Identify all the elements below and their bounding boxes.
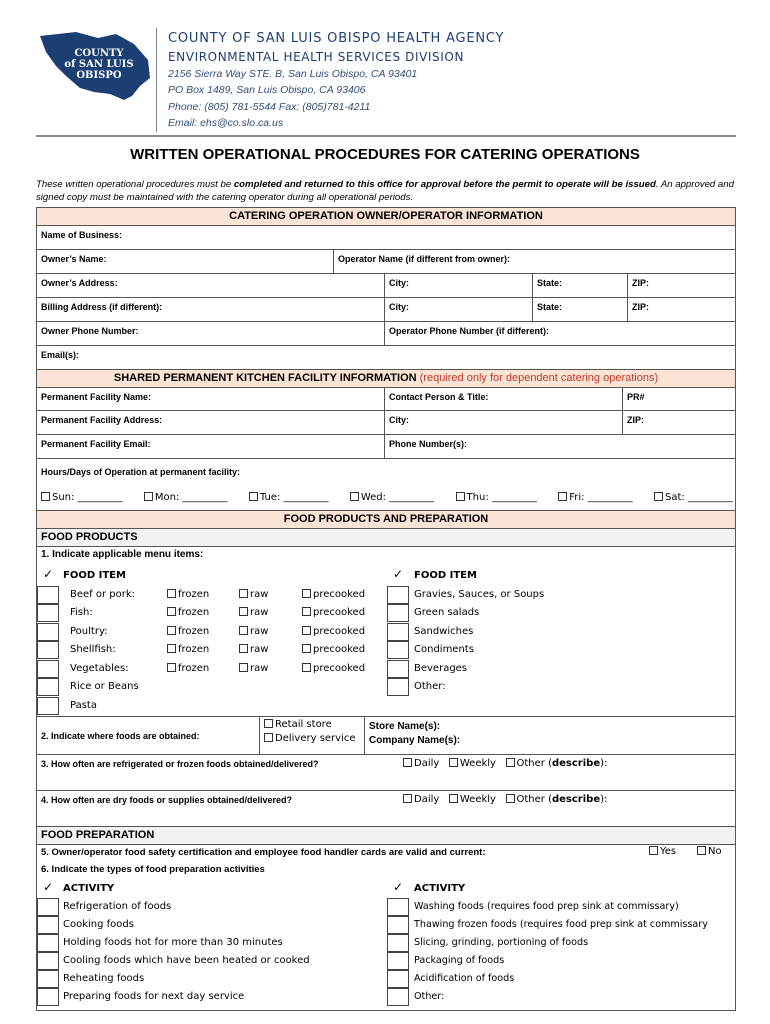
owner-state-field[interactable]: State:	[532, 274, 627, 297]
item-checkbox[interactable]	[37, 678, 59, 696]
food-products-header: FOOD PRODUCTS	[37, 529, 735, 547]
header-rule	[36, 135, 736, 137]
item-checkbox[interactable]	[37, 660, 59, 678]
q4-weekly[interactable]	[449, 794, 496, 805]
checkbox[interactable]	[167, 607, 176, 616]
checkbox[interactable]	[167, 589, 176, 598]
intro-bold: completed and returned to this office for approval before the permit to operate will be issued	[233, 179, 656, 190]
activity-checkbox[interactable]	[387, 970, 409, 988]
contact-person-field[interactable]: Contact Person & Title:	[384, 388, 622, 410]
checkbox[interactable]	[239, 663, 248, 672]
facility-name-row	[37, 388, 735, 411]
left-item-label: Poultry:	[70, 625, 108, 637]
daily-label: Daily	[414, 758, 440, 769]
q4-row	[37, 791, 735, 827]
source-options	[259, 717, 364, 754]
checkbox[interactable]	[302, 663, 311, 672]
q4-daily[interactable]	[403, 794, 439, 805]
item-checkbox[interactable]	[387, 604, 409, 622]
checkbox[interactable]	[302, 589, 311, 598]
checkbox[interactable]	[403, 794, 412, 803]
source-names	[364, 717, 737, 754]
left-item-label: Rice or Beans	[70, 681, 139, 692]
business-row	[37, 226, 735, 250]
day-label: Fri: _________	[569, 492, 633, 503]
billing-zip-field[interactable]: ZIP:	[627, 298, 737, 321]
billing-state-field[interactable]: State:	[532, 298, 627, 321]
checkbox[interactable]	[558, 492, 567, 501]
right-activity-label: Slicing, grinding, portioning of foods	[414, 937, 589, 948]
day-label: Wed: _________	[360, 492, 435, 503]
checkbox[interactable]	[167, 626, 176, 635]
q3-other[interactable]	[506, 758, 608, 769]
facility-name-field[interactable]: Permanent Facility Name:	[41, 392, 152, 402]
precooked-option[interactable]	[302, 626, 365, 637]
right-item-label: Gravies, Sauces, or Soups	[414, 588, 545, 600]
hours-row	[37, 459, 735, 511]
checkbox[interactable]	[167, 644, 176, 653]
activity-header-right: ACTIVITY	[414, 883, 466, 894]
right-activity-label: Other:	[414, 991, 445, 1002]
kitchen-band-note: (required only for dependent catering operations)	[419, 372, 659, 384]
checkbox[interactable]	[654, 492, 663, 501]
checkbox[interactable]	[239, 644, 248, 653]
q5-label: 5. Owner/operator food safety certification and employee food handler cards are valid and current:	[41, 847, 486, 858]
left-activity-label: Holding foods hot for more than 30 minutes	[63, 937, 283, 948]
food-band: FOOD PRODUCTS AND PREPARATION	[37, 511, 735, 529]
operator-phone-field[interactable]: Operator Phone Number (if different):	[384, 322, 737, 345]
precooked-option[interactable]	[302, 663, 365, 674]
option-label: raw	[250, 607, 269, 618]
right-activity-label: Thawing frozen foods (requires food prep sink at commissary	[414, 919, 708, 930]
q3-label: 3. How often are refrigerated or frozen foods obtained/delivered?	[41, 759, 319, 769]
email-address: Email: ehs@co.slo.ca.us	[168, 117, 284, 129]
owner-band: CATERING OPERATION OWNER/OPERATOR INFORMATION	[37, 208, 735, 226]
left-activity-label: Reheating foods	[63, 973, 145, 984]
q3-daily[interactable]	[403, 758, 439, 769]
menu-items-grid	[37, 547, 735, 717]
day-label: Thu: _________	[466, 492, 537, 503]
checkbox[interactable]	[239, 589, 248, 598]
checkbox[interactable]	[449, 794, 458, 803]
company-names-field[interactable]: Company Name(s):	[369, 735, 461, 746]
facility-phone-field[interactable]: Phone Number(s):	[384, 435, 737, 458]
facility-email-field[interactable]: Permanent Facility Email:	[41, 439, 151, 449]
intro-text	[36, 178, 736, 204]
checkbox[interactable]	[249, 492, 258, 501]
kitchen-band	[37, 370, 735, 388]
activity-checkbox[interactable]	[37, 988, 59, 1006]
checkbox[interactable]	[239, 626, 248, 635]
business-name-field[interactable]: Name of Business:	[41, 230, 123, 240]
precooked-option[interactable]	[302, 644, 365, 655]
checkbox[interactable]	[506, 758, 515, 767]
precooked-option[interactable]	[302, 589, 365, 600]
left-item-label: Pasta	[70, 699, 97, 711]
option-label: frozen	[178, 625, 210, 637]
pr-number-field[interactable]: PR#	[622, 388, 737, 410]
activity-checkbox[interactable]	[37, 934, 59, 952]
intro-part-1: These written operational procedures must be	[36, 179, 234, 190]
raw-option[interactable]	[239, 607, 268, 618]
phone-row	[37, 322, 735, 346]
item-checkbox[interactable]	[387, 641, 409, 659]
frozen-option[interactable]	[167, 589, 209, 600]
checkbox[interactable]	[239, 607, 248, 616]
owner-address-field[interactable]: Owner’s Address:	[41, 278, 118, 288]
document-title: WRITTEN OPERATIONAL PROCEDURES FOR CATERING OPERATIONS	[130, 146, 640, 163]
facility-city-field[interactable]: City:	[384, 411, 622, 434]
raw-option[interactable]	[239, 663, 268, 674]
option-label: precooked	[313, 644, 366, 655]
describe-label: describe	[551, 794, 601, 805]
item-checkbox[interactable]	[387, 586, 409, 604]
activity-header-left: ACTIVITY	[63, 883, 115, 894]
describe-label: describe	[551, 758, 601, 769]
q6-label: 6. Indicate the types of food preparation activities	[41, 864, 265, 875]
activity-checkbox[interactable]	[37, 898, 59, 916]
owner-name-field[interactable]: Owner’s Name:	[41, 254, 107, 264]
right-item-label: Sandwiches	[414, 625, 474, 637]
checkbox[interactable]	[167, 663, 176, 672]
item-checkbox[interactable]	[387, 623, 409, 641]
header-divider	[156, 28, 157, 132]
day-tue[interactable]	[249, 492, 329, 503]
activity-checkbox[interactable]	[37, 916, 59, 934]
left-item-label: Vegetables:	[70, 662, 129, 674]
item-checkbox[interactable]	[37, 697, 59, 715]
checkbox[interactable]	[456, 492, 465, 501]
q3-row	[37, 755, 735, 791]
food-item-header-right: FOOD ITEM	[414, 570, 477, 581]
option-label: raw	[250, 662, 269, 674]
billing-city-field[interactable]: City:	[384, 298, 532, 321]
street-address: 2156 Sierra Way STE. B, San Luis Obispo, CA 93401	[168, 68, 418, 80]
option-label: raw	[250, 644, 269, 655]
activity-checkbox[interactable]	[387, 934, 409, 952]
option-label: frozen	[178, 588, 210, 600]
raw-option[interactable]	[239, 644, 268, 655]
day-label: Mon: _________	[154, 492, 228, 503]
facility-email-row	[37, 435, 735, 459]
owner-name-row	[37, 250, 735, 274]
county-logo	[36, 30, 154, 112]
frozen-option[interactable]	[167, 663, 209, 674]
logo-line-3: OBISPO	[76, 70, 122, 81]
logo-line-1: COUNTY	[74, 48, 124, 59]
day-mon[interactable]	[144, 492, 228, 503]
checkbox[interactable]	[649, 846, 658, 855]
checkbox[interactable]	[264, 733, 273, 742]
item-checkbox[interactable]	[387, 678, 409, 696]
q5-no[interactable]	[697, 846, 722, 857]
checkbox[interactable]	[506, 794, 515, 803]
frozen-option[interactable]	[167, 626, 209, 637]
checkbox[interactable]	[449, 758, 458, 767]
billing-row	[37, 298, 735, 322]
po-box-address: PO Box 1489, San Luis Obispo, CA 93406	[168, 84, 366, 96]
left-item-label: Shellfish:	[70, 644, 116, 655]
checkbox[interactable]	[264, 719, 273, 728]
q4-other[interactable]	[506, 794, 608, 805]
activity-checkbox[interactable]	[387, 898, 409, 916]
left-activity-label: Refrigeration of foods	[63, 901, 172, 912]
weekly-label: Weekly	[459, 794, 496, 805]
option-label: raw	[250, 588, 269, 600]
letterhead	[0, 0, 770, 140]
day-fri[interactable]	[558, 492, 632, 503]
day-sat[interactable]	[654, 492, 733, 503]
frozen-option[interactable]	[167, 644, 209, 655]
option-label: frozen	[178, 662, 210, 674]
q4-options	[403, 794, 607, 805]
checkbox[interactable]	[697, 846, 706, 855]
catering-form	[36, 207, 736, 1011]
checkbox[interactable]	[302, 626, 311, 635]
item-checkbox[interactable]	[387, 660, 409, 678]
other-end: ):	[600, 794, 608, 805]
right-activity-label: Packaging of foods	[414, 955, 505, 966]
no-label: No	[708, 846, 722, 857]
check-header-left: ✓	[43, 880, 54, 894]
facility-address-field[interactable]: Permanent Facility Address:	[41, 415, 163, 425]
intro-part-2: . An approved and signed copy must be maintained with the catering operator during all operational periods.	[36, 179, 734, 203]
checkbox[interactable]	[144, 492, 153, 501]
billing-address-field[interactable]: Billing Address (if different):	[41, 302, 163, 312]
owner-address-row	[37, 274, 735, 298]
other-label: Other (	[516, 794, 552, 805]
owner-zip-field[interactable]: ZIP:	[627, 274, 737, 297]
retail-label: Retail store	[275, 719, 332, 730]
item-checkbox[interactable]	[37, 586, 59, 604]
owner-phone-field[interactable]: Owner Phone Number:	[41, 326, 139, 336]
day-sun[interactable]	[41, 492, 123, 503]
q3-options	[403, 758, 607, 769]
day-wed[interactable]	[350, 492, 434, 503]
yes-label: Yes	[660, 846, 677, 857]
precooked-option[interactable]	[302, 607, 365, 618]
option-label: raw	[250, 625, 269, 637]
checkbox[interactable]	[41, 492, 50, 501]
emails-row	[37, 346, 735, 370]
activity-checkbox[interactable]	[37, 970, 59, 988]
item-checkbox[interactable]	[37, 641, 59, 659]
option-label: precooked	[313, 662, 366, 674]
activity-checkbox[interactable]	[387, 952, 409, 970]
left-activity-label: Cooling foods which have been heated or cooked	[63, 955, 310, 966]
q2-row	[37, 717, 735, 755]
activity-checkbox[interactable]	[387, 988, 409, 1006]
agency-name: COUNTY OF SAN LUIS OBISPO HEALTH AGENCY	[168, 31, 505, 46]
facility-zip-field[interactable]: ZIP:	[622, 411, 737, 434]
delivery-label: Delivery service	[275, 733, 356, 744]
q5-yes[interactable]	[649, 846, 676, 857]
checkbox[interactable]	[403, 758, 412, 767]
daily-label: Daily	[414, 794, 440, 805]
checkbox[interactable]	[350, 492, 359, 501]
right-item-label: Condiments	[414, 644, 474, 655]
weekly-label: Weekly	[459, 758, 496, 769]
operator-name-field[interactable]: Operator Name (if different from owner):	[333, 250, 737, 273]
checkbox[interactable]	[302, 607, 311, 616]
option-label: precooked	[313, 588, 366, 600]
right-item-label: Green salads	[414, 607, 480, 618]
check-header-right: ✓	[393, 567, 404, 581]
option-label: frozen	[178, 607, 210, 618]
day-label: Sat: _________	[665, 492, 733, 503]
other-label: Other (	[516, 758, 552, 769]
days-list	[41, 492, 733, 503]
check-header-right: ✓	[393, 880, 404, 894]
store-names-field[interactable]: Store Name(s):	[369, 721, 441, 732]
left-item-label: Beef or pork:	[70, 588, 136, 600]
other-end: ):	[600, 758, 608, 769]
food-item-header-left: FOOD ITEM	[63, 570, 126, 581]
retail-option[interactable]	[264, 719, 360, 730]
left-item-label: Fish:	[70, 607, 93, 618]
division-name: ENVIRONMENTAL HEALTH SERVICES DIVISION	[168, 50, 465, 64]
raw-option[interactable]	[239, 589, 268, 600]
frozen-option[interactable]	[167, 607, 209, 618]
activity-checkbox[interactable]	[37, 952, 59, 970]
left-activity-label: Preparing foods for next day service	[63, 991, 245, 1002]
option-label: precooked	[313, 607, 366, 618]
q4-label: 4. How often are dry foods or supplies obtained/delivered?	[41, 795, 293, 805]
delivery-option[interactable]	[264, 733, 360, 744]
activity-checkbox[interactable]	[387, 916, 409, 934]
q1-label: 1. Indicate applicable menu items:	[41, 549, 204, 560]
food-prep-header: FOOD PREPARATION	[37, 827, 735, 845]
raw-option[interactable]	[239, 626, 268, 637]
q2-label: 2. Indicate where foods are obtained:	[41, 731, 200, 741]
item-checkbox[interactable]	[37, 604, 59, 622]
option-label: precooked	[313, 625, 366, 637]
owner-city-field[interactable]: City:	[384, 274, 532, 297]
emails-field[interactable]: Email(s):	[41, 350, 80, 360]
logo-line-2: of SAN LUIS	[64, 59, 134, 70]
kitchen-band-title: SHARED PERMANENT KITCHEN FACILITY INFORMATION	[113, 372, 417, 384]
item-checkbox[interactable]	[37, 623, 59, 641]
hours-label: Hours/Days of Operation at permanent facility:	[41, 467, 241, 477]
checkbox[interactable]	[302, 644, 311, 653]
day-label: Sun: _________	[52, 492, 123, 503]
day-thu[interactable]	[456, 492, 537, 503]
right-item-label: Beverages	[414, 662, 468, 674]
left-activity-label: Cooking foods	[63, 919, 134, 930]
q3-weekly[interactable]	[449, 758, 496, 769]
check-header-left: ✓	[43, 567, 54, 581]
facility-address-row	[37, 411, 735, 435]
day-label: Tue: _________	[259, 492, 329, 503]
right-activity-label: Washing foods (requires food prep sink at commissary)	[414, 901, 679, 912]
prep-activities-grid	[37, 845, 735, 1010]
right-item-label: Other:	[414, 681, 446, 692]
phone-fax: Phone: (805) 781-5544 Fax: (805)781-4211	[168, 101, 371, 113]
option-label: frozen	[178, 644, 210, 655]
right-activity-label: Acidification of foods	[414, 973, 515, 984]
